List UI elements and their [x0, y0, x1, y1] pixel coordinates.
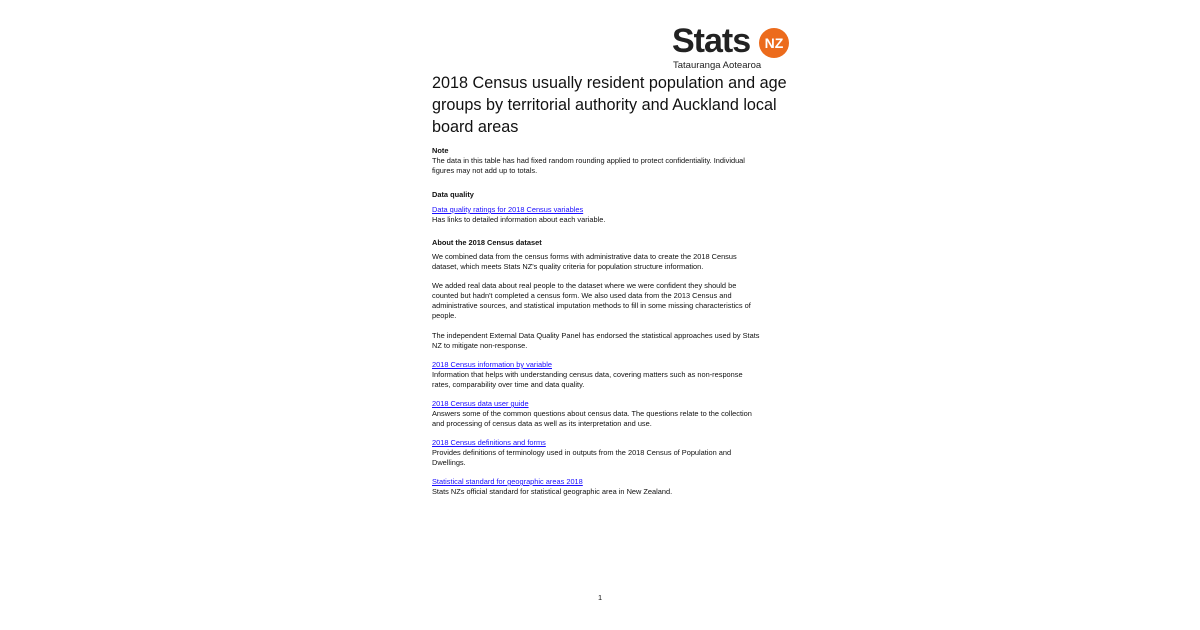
text-line: NZ to mitigate non-response. [432, 341, 528, 350]
text-line: Information that helps with understanding census data, covering matters such as non-response [432, 370, 743, 379]
data-quality-heading-block [432, 190, 474, 200]
text-line: and processing of census data as well as its interpretation and use. [432, 419, 652, 428]
text-line: Dwellings. [432, 458, 466, 467]
about-paragraph [432, 252, 737, 272]
text-line: rates, comparability over time and data quality. [432, 380, 585, 389]
logo-word: Stats [672, 22, 751, 60]
link-section [432, 477, 672, 497]
page-number: 1 [598, 593, 603, 602]
text-line: Has links to detailed information about each variable. [432, 215, 606, 224]
link-section [432, 399, 752, 429]
text-line: dataset, which meets Stats NZ's quality criteria for population structure information. [432, 262, 704, 271]
page-title [432, 72, 787, 138]
data-quality-section [432, 205, 605, 225]
logo-nz-badge: NZ [759, 28, 789, 58]
text-line: figures may not add up to totals. [432, 166, 538, 175]
census-data-user-guide-link[interactable]: 2018 Census data user guide [432, 399, 529, 408]
text-line: people. [432, 311, 457, 320]
text-line: administrative sources, and statistical imputation methods to fill in some missing characteristics of [432, 301, 751, 310]
about-heading: About the 2018 Census dataset [432, 238, 542, 247]
text-line: counted but hadn't completed a census form. We also used data from the 2013 Census and [432, 291, 732, 300]
geographic-areas-standard-link[interactable]: Statistical standard for geographic areas 2018 [432, 477, 583, 486]
about-paragraph [432, 331, 759, 351]
text-line: Provides definitions of terminology used in outputs from the 2018 Census of Population and [432, 448, 732, 457]
link-section [432, 438, 731, 468]
text-line: The independent External Data Quality Panel has endorsed the statistical approaches used by Stats [432, 331, 760, 340]
data-quality-link[interactable]: Data quality ratings for 2018 Census variables [432, 205, 584, 214]
title-line: 2018 Census usually resident population and age [432, 74, 787, 92]
text-line: The data in this table has had fixed random rounding applied to protect confidentiality. Individual [432, 156, 745, 165]
title-line: groups by territorial authority and Auckland local [432, 96, 777, 114]
census-definitions-forms-link[interactable]: 2018 Census definitions and forms [432, 438, 546, 447]
note-section [432, 146, 745, 176]
text-line: We combined data from the census forms with administrative data to create the 2018 Census [432, 252, 737, 261]
data-quality-heading: Data quality [432, 190, 474, 199]
logo-subtitle: Tatauranga Aotearoa [673, 60, 762, 71]
census-info-by-variable-link[interactable]: 2018 Census information by variable [432, 360, 552, 369]
title-line: board areas [432, 118, 519, 136]
link-section [432, 360, 743, 390]
note-heading: Note [432, 146, 449, 155]
text-line: Answers some of the common questions about census data. The questions relate to the collection [432, 409, 752, 418]
about-heading-block [432, 238, 542, 248]
about-paragraph [432, 281, 751, 321]
text-line: We added real data about real people to the dataset where we were confident they should be [432, 281, 737, 290]
text-line: Stats NZs official standard for statistical geographic area in New Zealand. [432, 487, 673, 496]
stats-nz-logo [670, 24, 795, 74]
